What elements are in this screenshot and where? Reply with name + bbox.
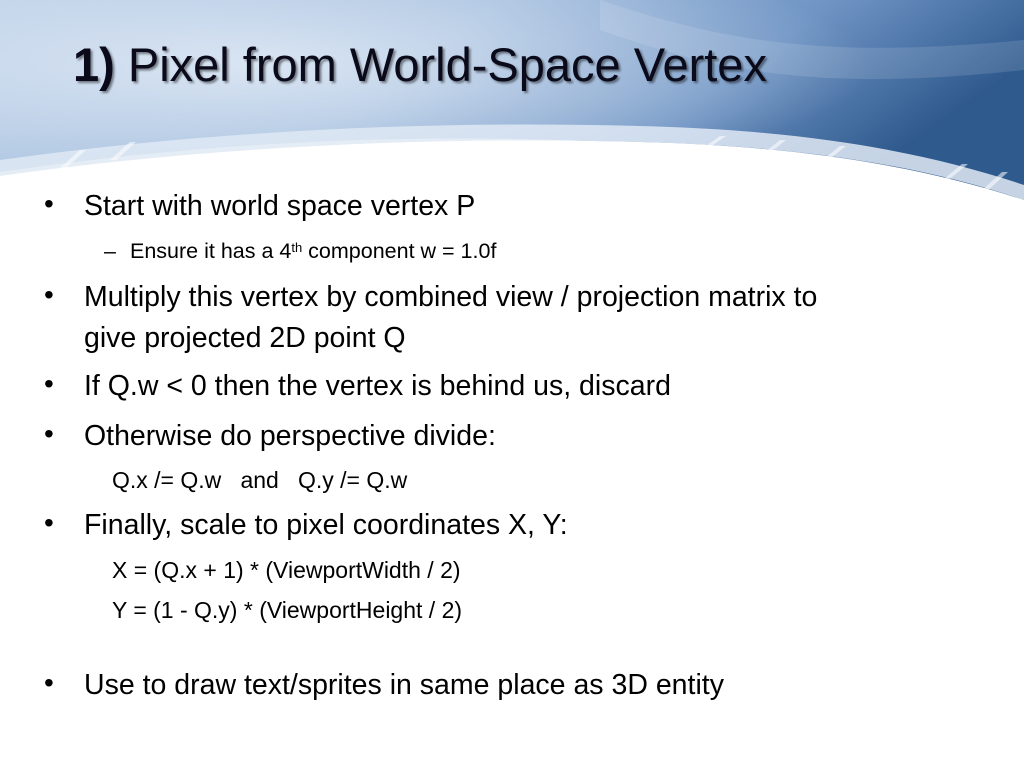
formula-x: X = (Q.x + 1) * (ViewportWidth / 2): [112, 557, 461, 583]
sub-text-after: component w = 1.0f: [302, 239, 497, 263]
dash-icon: –: [104, 239, 116, 263]
bullet-text: Start with world space vertex P: [84, 190, 476, 222]
bullet-icon: •: [44, 507, 54, 538]
bullet-icon: •: [44, 667, 54, 698]
formula-y: Y = (1 - Q.y) * (ViewportHeight / 2): [112, 597, 463, 623]
bullet-text: Otherwise do perspective divide:: [84, 420, 496, 452]
sub-text-before: Ensure it has a 4: [130, 239, 292, 263]
bullet-icon: •: [44, 368, 54, 399]
sub-superscript: th: [291, 240, 303, 255]
bullet-icon: •: [44, 279, 54, 310]
bullet-icon: •: [44, 188, 54, 219]
bullet-text-line-1: Multiply this vertex by combined view / projection matrix to: [84, 281, 818, 313]
bullet-icon: •: [44, 418, 54, 449]
title-number: 1): [73, 38, 115, 91]
bullet-text: If Q.w < 0 then the vertex is behind us, discard: [84, 370, 671, 402]
formula-perspective-divide: Q.x /= Q.w and Q.y /= Q.w: [112, 467, 408, 493]
bullet-text-line-2: give projected 2D point Q: [84, 322, 406, 354]
bullet-text: Finally, scale to pixel coordinates X, Y:: [84, 509, 568, 541]
sub-bullet-text: [130, 236, 496, 266]
bullet-text: Use to draw text/sprites in same place as 3D entity: [84, 669, 724, 701]
title-text: Pixel from World-Space Vertex: [127, 38, 767, 91]
